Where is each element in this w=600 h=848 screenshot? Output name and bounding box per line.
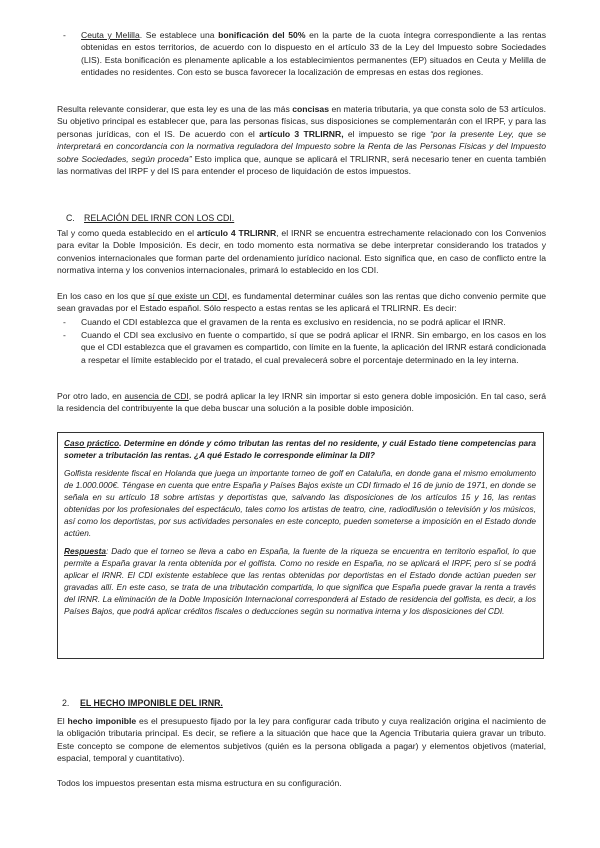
section-c-letter: C. — [66, 213, 75, 223]
paragraph-hecho-imponible — [57, 715, 546, 765]
paragraph-ausencia-cdi — [57, 390, 546, 415]
ceuta-melilla-link: Ceuta y Melilla — [81, 30, 140, 40]
case-study-box — [57, 432, 544, 659]
hecho-imponible-highlight: hecho imponible — [67, 716, 137, 726]
section-c-heading — [66, 212, 234, 224]
text-run: en la parte de la cuota íntegra correspondiente a las rentas obtenidas en estos territorios, de acuerdo con lo dispuesto en el artículo 33 de la Ley del Impuesto sobre Sociedades (LIS). Esta bonificación es plenamente aplicable a los establecimientos permanentes (EP) situados en Ceuta y Melilla de entidades no residentes. Con esto se busca favorecer la localización de empresas en estas dos regiones. — [81, 30, 546, 78]
section-2-title: EL HECHO IMPONIBLE DEL IRNR. — [80, 698, 223, 708]
cdi-bullet-2 — [64, 329, 546, 366]
cdi-bullet-1 — [64, 316, 546, 328]
articulo-3-highlight: artículo 3 TRLIRNR, — [259, 128, 344, 139]
answer-label: Respuesta — [64, 546, 106, 556]
cdi-bullet-1-text: Cuando el CDI establezca que el gravamen de la renta es exclusivo en residencia, no se podrá aplicar el IRNR. — [81, 317, 506, 327]
bullet-dash: - — [63, 330, 66, 340]
section-c-title: RELACIÓN DEL IRNR CON LOS CDI. — [84, 213, 235, 223]
cdi-bullet-2-text: Cuando el CDI sea exclusivo en fuente o compartido, sí que se podrá aplicar el IRNR. Sin embargo, en los casos en los que el CDI establezca que el gravamen es compartido, con límite en la fuente, la aplicación del IRNR estará condicionada a respetar el límite establecido por el tratado, el cual prevalecerá sobre el porcentaje determinado en la ley interna. — [81, 330, 546, 365]
text-run: es el presupuesto fijado por la ley para configurar cada tributo y cuya realización origina el nacimiento de la obligación tributaria principal. Es decir, se refiere a la situación que hace que la Agencia Tributaria quiera gravar un tributo. Este concepto se compone de elementos subjetivos (quién es la persona obligada a pagar) y elementos objetivos (material, espacial, temporal y cuantitativo). — [57, 716, 547, 764]
case-study-statement: Golfista residente fiscal en Holanda que juega un importante torneo de golf en Cataluña, en donde gana el mismo emolumento de 1.000.000€. Téngase en cuenta que entre España y Países Bajos existe un CDI firmado el 16 de junio de 1971, en donde se señala en su artículo 18 sobre artistas y deportistas que, salvando las disposiciones de los artículos 15 y 16, las rentas obtenidas por los profesionales del espectáculo, tales como los artistas de teatro, cine, radiodifusión o televisión y los músicos, así como los deportistas, por sus actividades personales en este concepto, pueden someterse a imposición en el Estado donde actúen. — [64, 468, 536, 538]
text-run: el impuesto se rige — [343, 128, 431, 139]
text-run: Tal y como queda establecido en el — [57, 228, 197, 238]
case-study-question: . Determine en dónde y cómo tributan las rentas del no residente, y cuál Estado tiene competencias para someter a tributación las rentas. ¿A qué Estado le corresponde eliminar la DII? — [64, 438, 536, 460]
ceuta-melilla-bullet — [64, 29, 546, 79]
paragraph-final: Todos los impuestos presentan esta misma estructura en su configuración. — [57, 778, 342, 788]
bonificacion-highlight: bonificación del 50% — [218, 30, 306, 40]
existe-cdi-link: sí que existe un CDI — [148, 291, 228, 301]
case-study-label: Caso práctico — [64, 438, 120, 448]
section-2-heading — [62, 697, 223, 709]
articulo-4-highlight: artículo 4 TRLIRNR — [196, 228, 277, 238]
text-run: El — [57, 716, 68, 726]
text-run: , es fundamental determinar cuáles son las rentas que dicho convenio permite que sean gravadas por el Estado español. Sólo respecto a estas rentas se les aplicará el TRLIRNR. Es decir: — [57, 291, 546, 314]
text-run: . Se establece una — [139, 30, 219, 40]
paragraph-concisas — [57, 103, 546, 177]
section-2-number: 2. — [62, 698, 70, 708]
paragraph-casos-cdi — [57, 290, 546, 315]
bullet-dash: - — [63, 317, 66, 327]
case-study-title — [64, 437, 536, 461]
text-run: Resulta relevante considerar, que esta ley es una de las más — [57, 104, 293, 114]
answer-text: : Dado que el torneo se lleva a cabo en España, la fuente de la riqueza se encuentra en territorio español, lo que permite a España gravar la renta obtenida por el golfista. Como no reside en España, no se aplicará el IRPF, pero sí se podrá aplicar el IRNR. El CDI existente establece que las rentas obtenidas por deportistas en el Estado donde actúan pueden ser gravadas allí. En este caso, se trata de una tributación compartida, lo que significa que España puede gravar la renta a través del IRNR. La eliminación de la Doble Imposición Internacional corresponderá al Estado de residencia del golfista, es decir, a los Países Bajos, que podrá aplicar créditos fiscales o deducciones según su normativa interna y los disposiciones del CDI. — [64, 546, 536, 616]
ausencia-cdi-link: ausencia de CDI — [124, 391, 189, 401]
concisas-highlight: concisas — [292, 104, 329, 114]
law-quote: “por la presente Ley, que se interpretará en concordancia con la normativa reguladora del Impuesto sobre la Renta de las Personas Físicas y del Impuesto sobre Sociedades, según proceda” — [57, 128, 546, 164]
text-run: En los caso en los que — [57, 291, 149, 301]
text-run: Esto implica que, aunque se aplicará el TRLIRNR, será necesario tener en cuenta también las normativas del IRPF y del IS para entender el proceso de liquidación de estos impuestos. — [57, 153, 547, 177]
text-run: Por otro lado, en — [57, 391, 125, 401]
text-run: , el IRNR se encuentra estrechamente relacionado con los Convenios para evitar la Doble Imposición. Es decir, en todo momento esta normativa se debe interpretar considerando los tratados y convenios internacionales que forman parte del ordenamiento jurídico nacional. Esto significa que, en caso de conflicto entre la normativa interna y los convenios internacionales, primará lo establecido en los CDI. — [57, 228, 546, 276]
case-study-answer — [64, 545, 536, 617]
paragraph-relacion — [57, 227, 546, 277]
bullet-dash: - — [63, 30, 66, 40]
ceuta-melilla-text — [81, 29, 546, 79]
text-run: , se podrá aplicar la ley IRNR sin importar si esto genera doble imposición. En tal caso, será la residencia del contribuyente la que deba buscar una solución a la posible doble imposición. — [57, 391, 546, 414]
text-run: en materia tributaria, ya que consta solo de 53 artículos. Su objetivo principal es establecer que, para las personas físicas, sus disposiciones se complementarán con el IRPF, y para las personas jurídicas, con el IS. De acuerdo con el — [57, 104, 546, 139]
